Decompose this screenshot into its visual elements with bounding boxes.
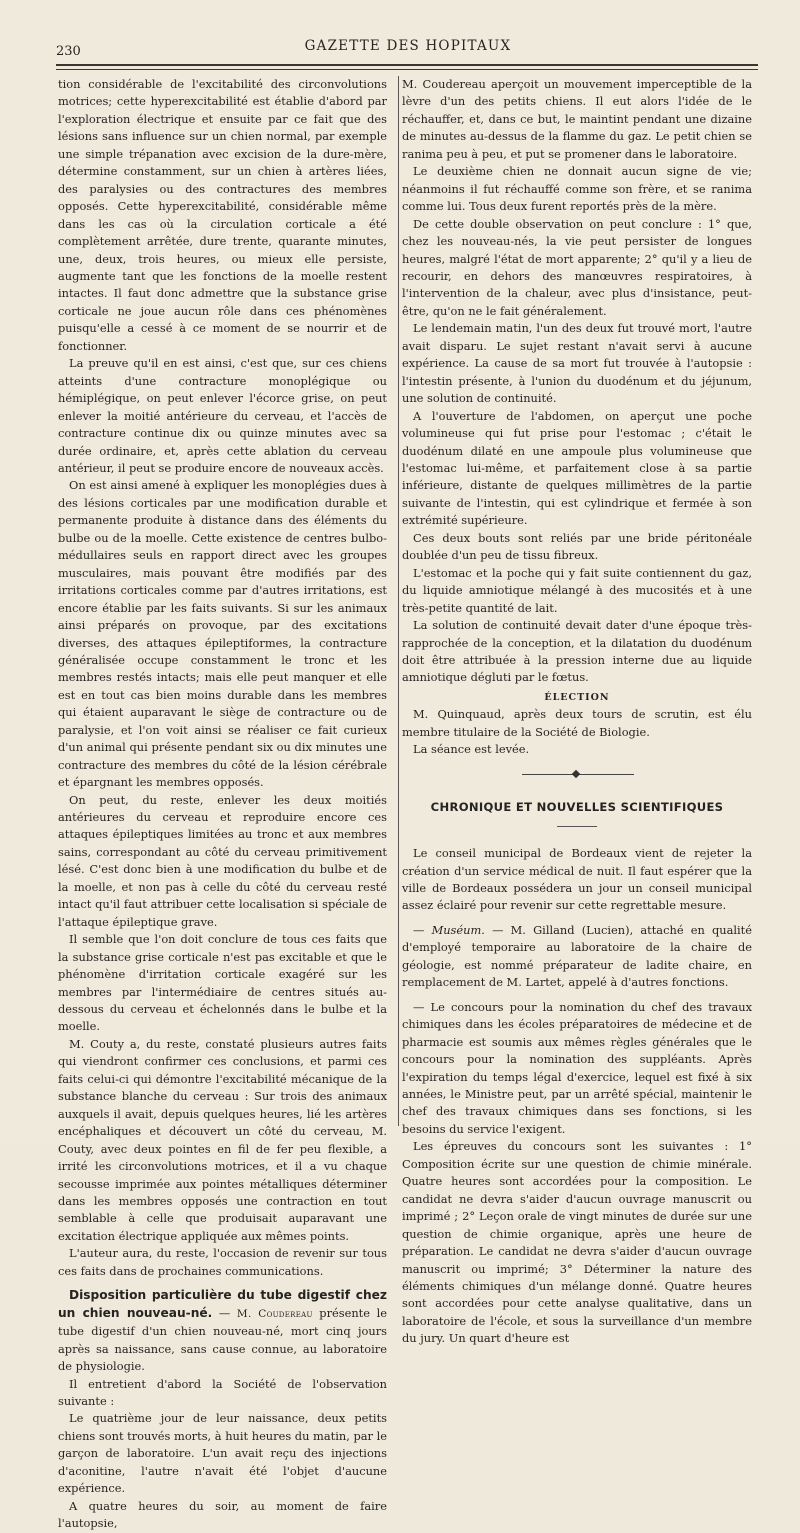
paragraph: M. Couty a, du reste, constaté plusieurs autres faits qui viendront confirmer ces conclusions, et parmi ces faits celui-ci qui démontre l'excitabilité mécanique de la substance blanche du cerveau : Sur trois des animaux auxquels il avait, depuis quelques heures, lié les artères encéphaliques et découvert un côté du cerveau, M. Couty, avec deux pointes en fil de fer peu flexible, a irrité les circonvolutions motrices, et il a vu chaque secousse imprimée aux pointes métalliques déterminer dans les membres opposés une contraction en tout semblable à celle que produisait auparavant une excitation électrique appliquée aux mêmes points. [58, 1036, 387, 1243]
column-separator [398, 76, 399, 1126]
paragraph [402, 922, 752, 992]
election-heading: ÉLECTION [544, 691, 610, 703]
paragraph: Le lendemain matin, l'un des deux fut trouvé mort, l'autre avait disparu. Le sujet restant n'avait servi à aucune expérience. La cause de sa mort fut trouvée à l'autopsie : l'intestin présente, à l'union du duodénum et du jéjunum, une solution de continuité. [402, 321, 752, 406]
paragraph: Le deuxième chien ne donnait aucun signe de vie; néanmoins il fut réchauffé comme son frère, et se ranima comme lui. Tous deux furent reportés près de la mère. [402, 164, 752, 214]
section-ornament [402, 759, 752, 799]
page-header [56, 34, 760, 58]
paragraph: Ces deux bouts sont reliés par une bride péritonéale doublée d'un peu de tissu fibreux. [402, 530, 752, 563]
paragraph: La séance est levée. [413, 742, 530, 757]
author-name: M. Coudereau [236, 1307, 313, 1320]
paragraph: Le conseil municipal de Bordeaux vient de rejeter la création d'un service médical de nuit. Il faut espérer que la ville de Bordeaux possédera un jour un conseil municipal assez éclairé pour revenir sur cette regrettable mesure. [402, 846, 752, 913]
paragraph: On peut, du reste, enlever les deux moitiés antérieures du cerveau et reproduire encore ces attaques épileptiques limitées au tronc et aux membres sains, correspondant au côté du cerveau primitivement lésé. C'est donc bien à une modification du bulbe et de la moelle, et non pas à celle du côté du cerveau resté intact qu'il faut attribuer cette localisation si spéciale de l'attaque épileptique grave. [58, 792, 387, 929]
left-column [58, 76, 387, 1531]
right-column [402, 76, 752, 1346]
rubric-muséum: Muséum. [431, 922, 485, 937]
paragraph: tion considérable de l'excitabilité des circonvolutions motrices; cette hyperexcitabilité est établie d'abord par l'exploration électrique et ensuite par ce fait que des lésions sans influence sur un chien normal, par exemple une simple trépanation avec excision de la dure-mère, détermine constamment, sur un chien à artères liées, des paralysies ou des contractures des membres opposés. Cette hyperexcitabilité, considérable même dans les cas où la circulation corticale a été complètement arrêtée, dure trente, quarante minutes, une, deux, trois heures, ou mieux elle persiste, augmente tant que les fonctions de la moelle restent intactes. Il faut donc admettre que la substance grise corticale ne joue aucun rôle dans ces phénomènes puisqu'elle a cessé à ce moment de se nourrir et de fonctionner. [58, 77, 387, 353]
page-number: 230 [56, 44, 81, 59]
section-paragraph [58, 1287, 387, 1375]
paragraph: Il entretient d'abord la Société de l'observation suivante : [58, 1376, 387, 1408]
chronique-rule [557, 826, 597, 827]
paragraph-rest: présente le tube digestif d'un chien nouveau-né, mort cinq jours après sa naissance, sans cause connue, au laboratoire de physiologie. [58, 1305, 387, 1374]
header-rule-thick [56, 64, 758, 66]
heading-dash: — [212, 1305, 237, 1320]
paragraph: A l'ouverture de l'abdomen, on aperçut une poche volumineuse qui fut prise pour l'estomac ; c'était le duodénum dilaté en une ampoule plus volumineuse que l'estomac lui-même, et parfaitement close à sa partie inférieure, distante de quelques millimètres de la partie suivante de l'intestin, qui est cylindrique et fermée à son extrémité supérieure. [402, 408, 752, 528]
paragraph: M. Quinquaud, après deux tours de scrutin, est élu membre titulaire de la Société de Biologie. [402, 707, 752, 739]
paragraph: De cette double observation on peut conclure : 1° que, chez les nouveau-nés, la vie peut persister de longues heures, malgré l'état de mort apparente; 2° qu'il y a lieu de recourir, en dehors des manœuvres respiratoires, à l'intervention de la chaleur, avec plus d'insistance, peut-être, qu'on ne le fait généralement. [402, 216, 752, 318]
section-heading: Disposition particulière du tube digestif chez un chien nouveau-né. [58, 1288, 387, 1320]
paragraph: Les épreuves du concours sont les suivantes : 1° Composition écrite sur une question de chimie minérale. Quatre heures sont accordées pour la composition. Le candidat ne devra s'aider d'aucun ouvrage manuscrit ou imprimé ; 2° Leçon orale de vingt minutes de durée sur une question de chimie organique, après une heure de préparation. Le candidat ne devra s'aider d'aucun ouvrage manuscrit ou imprimé; 3° Déterminer la nature des éléments chimiques d'un mélange donné. Quatre heures sont accordées pour cette analyse qualitative, dans un laboratoire de l'école, et sous la surveillance d'un membre du jury. Un quart d'heure est [402, 1139, 752, 1346]
ornament-diamond-icon [572, 769, 580, 777]
paragraph: La solution de continuité devait dater d'une époque très-rapprochée de la conception, et la dilatation du duodénum doit être attribuée à la pression interne due au liquide amniotique dégluti par le fœtus. [402, 618, 752, 685]
paragraph: L'estomac et la poche qui y fait suite contiennent du gaz, du liquide amniotique mélangé à des mucosités et à une très-petite quantité de lait. [402, 565, 752, 615]
chronique-heading: CHRONIQUE ET NOUVELLES SCIENTIFIQUES [430, 799, 724, 814]
paragraph: On est ainsi amené à expliquer les monoplégies dues à des lésions corticales par une modification durable et permanente produite à distance dans des éléments du bulbe ou de la moelle. Cette existence de centres bulbo-médullaires seuls en rapport direct avec les groupes musculaires, mais pouvant être modifiés par des irritations corticales comme par d'autres irritations, est encore établie par les faits suivants. Si sur les animaux ainsi préparés on provoque, par des excitations diverses, des attaques épileptiformes, la contracture généralisée occupe constamment le tronc et les membres restés intacts; mais elle peut manquer et elle est en tout cas bien moins durable dans les membres qui étaient auparavant le siège de contracture ou de paralysie, et l'on voit ainsi se réaliser ce fait curieux d'un animal qui présente pendant six ou dix minutes une contracture des membres du côté de la lésion cérébrale et épargnant les membres opposés. [58, 478, 387, 790]
header-rule-thin [56, 69, 758, 70]
paragraph: A quatre heures du soir, au moment de faire l'autopsie, [58, 1498, 387, 1531]
journal-title: GAZETTE DES HOPITAUX [304, 38, 512, 54]
paragraph: M. Coudereau aperçoit un mouvement imperceptible de la lèvre d'un des petits chiens. Il eut alors l'idée de le réchauffer, et, dans ce but, le maintint pendant une dizaine de minutes au-dessus de la flamme du gaz. Le petit chien se ranima peu à peu, et put se promener dans le laboratoire. [402, 77, 752, 161]
paragraph-rest: — M. Gilland (Lucien), attaché en qualité d'employé temporaire au laboratoire de la chaire de géologie, est nommé préparateur de ladite chaire, en remplacement de M. Lartet, appelé à d'autres fonctions. [402, 922, 752, 990]
paragraph: L'auteur aura, du reste, l'occasion de revenir sur tous ces faits dans de prochaines communications. [58, 1246, 387, 1278]
paragraph: Le quatrième jour de leur naissance, deux petits chiens sont trouvés morts, à huit heures du matin, par le garçon de laboratoire. L'un avait reçu des injections d'aconitine, l'autre n'avait été l'objet d'aucune expérience. [58, 1411, 387, 1496]
paragraph: — Le concours pour la nomination du chef des travaux chimiques dans les écoles préparatoires de médecine et de pharmacie est soumis aux mêmes règles générales que le concours pour la nomination des suppléants. Après l'expiration du temps légal d'exercice, lequel est fixé à six années, le Ministre peut, par un arrêté spécial, maintenir le chef des travaux chimiques dans ses fonctions, si les besoins du service l'exigent. [402, 999, 752, 1136]
paragraph: La preuve qu'il en est ainsi, c'est que, sur ces chiens atteints d'une contracture monoplégique ou hémiplégique, on peut enlever l'écorce grise, on peut enlever la moitié antérieure du cerveau, et l'accès de contracture continue dix ou quinze minutes avec sa durée ordinaire, et, après cette ablation du cerveau antérieur, il peut se produire encore de nouveaux accès. [58, 356, 387, 475]
dash: — [413, 922, 432, 937]
paragraph: Il semble que l'on doit conclure de tous ces faits que la substance grise corticale n'est pas excitable et que le phénomène d'irritation corticale exagéré sur les membres par l'intermédiaire de centres situés au-dessous du cerveau et échelonnés dans le bulbe et la moelle. [58, 932, 387, 1034]
